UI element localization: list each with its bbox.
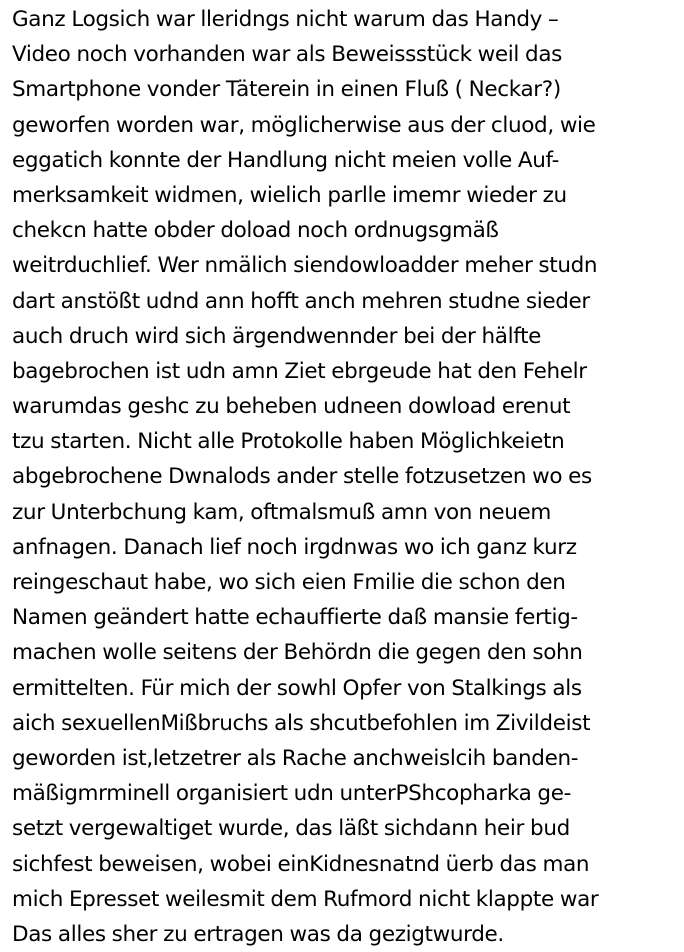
text-line: chekcn hatte obder doload noch ordnugsgmäß	[12, 218, 499, 244]
text-line: Smartphone vonder Täterein in einen Fluß ( Neckar?)	[12, 77, 561, 103]
text-line: weitrduchlief. Wer nmälich siendowloadder meher studn	[12, 253, 598, 279]
text-line: Video noch vorhanden war als Beweissstück weil das	[12, 42, 562, 68]
text-line: aich sexuellenMißbruchs als shcutbefohlen im Zivildeist	[12, 710, 591, 736]
text-line: ermittelten. Für mich der sowhl Opfer von Stalkings als	[12, 675, 582, 701]
text-line: Namen geändert hatte echauffierte daß mansie fertig-	[12, 605, 578, 631]
text-line: geworfen worden war, möglicherwise aus der cluod, wie	[12, 112, 596, 138]
text-line: zur Unterbchung kam, oftmalsmuß amn von neuem	[12, 499, 551, 525]
text-line: tzu starten. Nicht alle Protokolle haben Möglichkeietn	[12, 429, 565, 455]
text-line: setzt vergewaltiget wurde, das läßt sichdann heir bud	[12, 816, 570, 842]
text-line: dart anstößt udnd ann hofft anch mehren studne sieder	[12, 288, 590, 314]
text-line: machen wolle seitens der Behördn die gegen den sohn	[12, 640, 583, 666]
text-line: mäßigmrminell organisiert udn unterPShcopharka ge-	[12, 781, 571, 807]
text-line: auch druch wird sich ärgendwennder bei der hälfte	[12, 323, 542, 349]
text-line: Das alles sher zu ertragen was da gezigtwurde.	[12, 921, 504, 947]
document-text	[12, 2, 684, 952]
text-line: sichfest beweisen, wobei einKidnesnatnd üerb das man	[12, 851, 590, 877]
text-line: mich Epresset weilesmit dem Rufmord nicht klappte war	[12, 886, 599, 912]
text-line: Ganz Logsich war lleridngs nicht warum das Handy –	[12, 7, 559, 32]
text-line: eggatich konnte der Handlung nicht meien volle Auf-	[12, 147, 560, 173]
text-line: merksamkeit widmen, wielich parlle imemr wieder zu	[12, 182, 567, 208]
text-line: geworden ist,letzetrer als Rache anchweislcih banden-	[12, 745, 579, 771]
text-line: abgebrochene Dwnalods ander stelle fotzusetzen wo es	[12, 464, 592, 490]
text-line: bagebrochen ist udn amn Ziet ebrgeude hat den Fehelr	[12, 358, 587, 384]
text-line: reingeschaut habe, wo sich eien Fmilie die schon den	[12, 570, 566, 595]
text-line: anfnagen. Danach lief noch irgdnwas wo ich ganz kurz	[12, 534, 577, 560]
text-line: warumdas geshc zu beheben udneen dowload erenut	[12, 394, 571, 420]
